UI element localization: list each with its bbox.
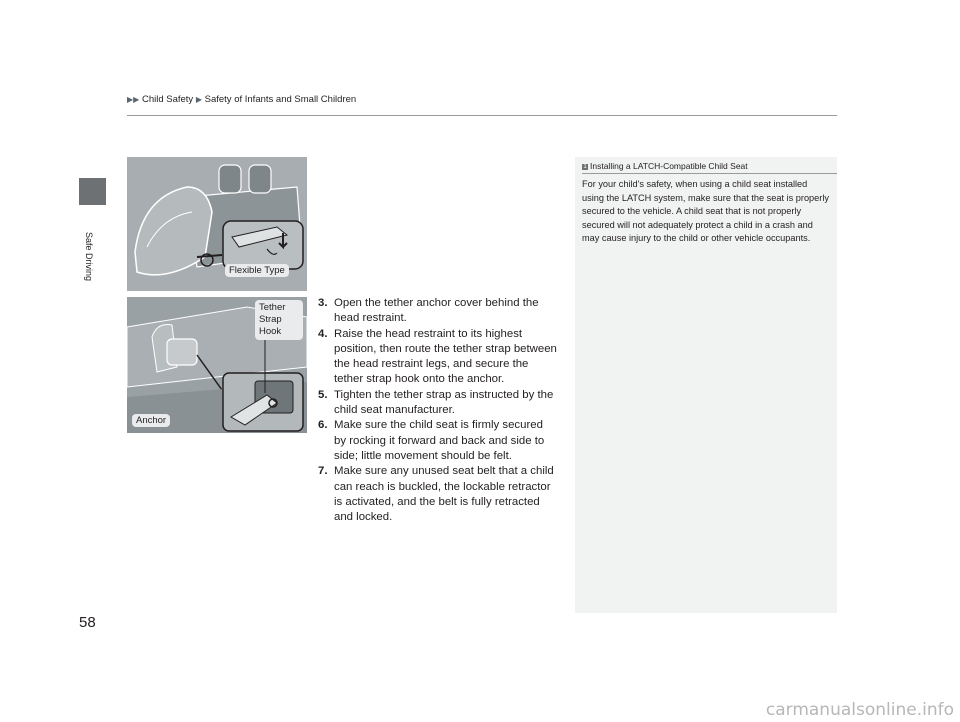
sidebar-note-title: 1 Installing a LATCH-Compatible Child Seat [583, 161, 748, 171]
header-divider [127, 115, 837, 116]
step-item: 6. Make sure the child seat is firmly secured by rocking it forward and back and side to side; little movement should be felt. [318, 419, 545, 462]
section-tab-marker [79, 178, 106, 205]
step-text: Make sure the child seat is firmly secured by rocking it forward and back and side to side; little movement should be felt. [334, 419, 545, 462]
flexible-type-illustration [127, 157, 307, 291]
section-tab-label: Safe Driving [84, 232, 94, 282]
step-text: Make sure any unused seat belt that a child can reach is buckled, the lockable retractor is activated, and the belt is fully retracted and locked. [334, 465, 554, 524]
step-text: Raise the head restraint to its highest position, then route the tether strap between the head restraint legs, and secure the tether strap hook onto the anchor. [334, 327, 557, 386]
breadcrumb-item-safety-of-infants[interactable]: Safety of Infants and Small Children [204, 94, 357, 105]
flexible-type-callout: Flexible Type [225, 264, 289, 277]
note-marker-icon: 1 [583, 164, 587, 170]
watermark: carmanualsonline.info [765, 700, 954, 720]
breadcrumb-arrow-icon: ▶ [195, 95, 202, 104]
step-text: Tighten the tether strap as instructed by the child seat manufacturer. [334, 388, 554, 417]
breadcrumb-arrow-icon: ▶▶ [127, 95, 140, 104]
breadcrumb-item-child-safety[interactable]: Child Safety [141, 94, 194, 105]
step-text: Open the tether anchor cover behind the head restraint. [334, 297, 539, 325]
breadcrumb [127, 94, 356, 105]
sidebar-note-body: For your child's safety, when using a child seat installed using the LATCH system, make sure that the seat is properly secured to the vehicle. A child seat that is not properly secured will not adequately protect a child in a crash and may cause injury to the child or other vehicle occupants. [582, 179, 829, 244]
anchor-callout: Anchor [132, 414, 170, 427]
page-number: 58 [79, 614, 96, 631]
step-item: 5. Tighten the tether strap as instructed by the child seat manufacturer. [318, 388, 554, 417]
tether-strap-hook-callout: Tether Strap Hook [255, 300, 303, 340]
sidebar-divider [582, 173, 837, 174]
tether-anchor-illustration [127, 297, 307, 433]
step-item: 4. Raise the head restraint to its highest position, then route the tether strap between the head restraint legs, and secure the tether strap hook onto the anchor. [318, 327, 557, 386]
step-item: 7. Make sure any unused seat belt that a child can reach is buckled, the lockable retractor is activated, and the belt is fully retracted and locked. [318, 465, 554, 524]
instruction-steps [318, 296, 558, 525]
step-item: 3. Open the tether anchor cover behind the head restraint. [318, 297, 539, 325]
